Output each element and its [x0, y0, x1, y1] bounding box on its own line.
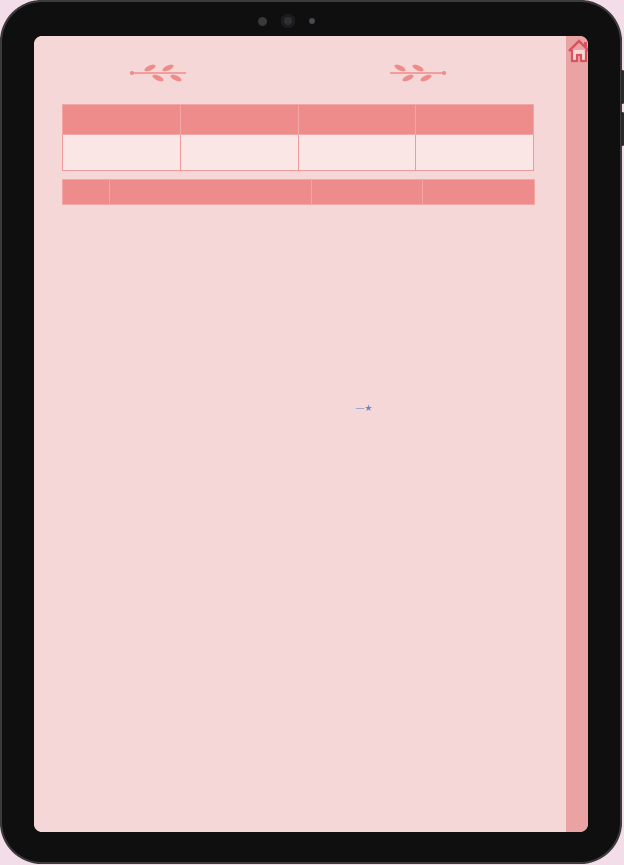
column-header-end-date — [423, 180, 535, 205]
side-tab-bar — [566, 36, 588, 832]
stats-header-row — [63, 105, 534, 135]
camera-lens — [281, 14, 295, 28]
column-header-year — [312, 180, 423, 205]
sprig-right-icon — [386, 62, 448, 84]
watermark-logo — [304, 404, 424, 412]
screen — [34, 36, 588, 832]
stats-header — [416, 105, 534, 135]
stats-header — [63, 105, 181, 135]
tbr-start-field[interactable] — [63, 135, 181, 171]
read-count-field[interactable] — [180, 135, 298, 171]
stats-value-row — [63, 135, 534, 171]
sprig-left-icon — [128, 62, 190, 84]
books-header-row — [63, 180, 535, 205]
home-icon[interactable] — [566, 38, 588, 64]
stats-table — [62, 104, 534, 171]
camera-dot — [258, 17, 267, 26]
column-header-read — [63, 180, 110, 205]
tbr-end-field[interactable] — [416, 135, 534, 171]
bought-count-field[interactable] — [298, 135, 416, 171]
stats-header — [180, 105, 298, 135]
camera-bar — [258, 14, 315, 28]
books-table — [62, 179, 535, 205]
star-icon: —★ — [355, 404, 373, 414]
stats-header — [298, 105, 416, 135]
planner-page — [34, 36, 566, 832]
camera-sensor — [309, 18, 315, 24]
column-header-title — [110, 180, 312, 205]
